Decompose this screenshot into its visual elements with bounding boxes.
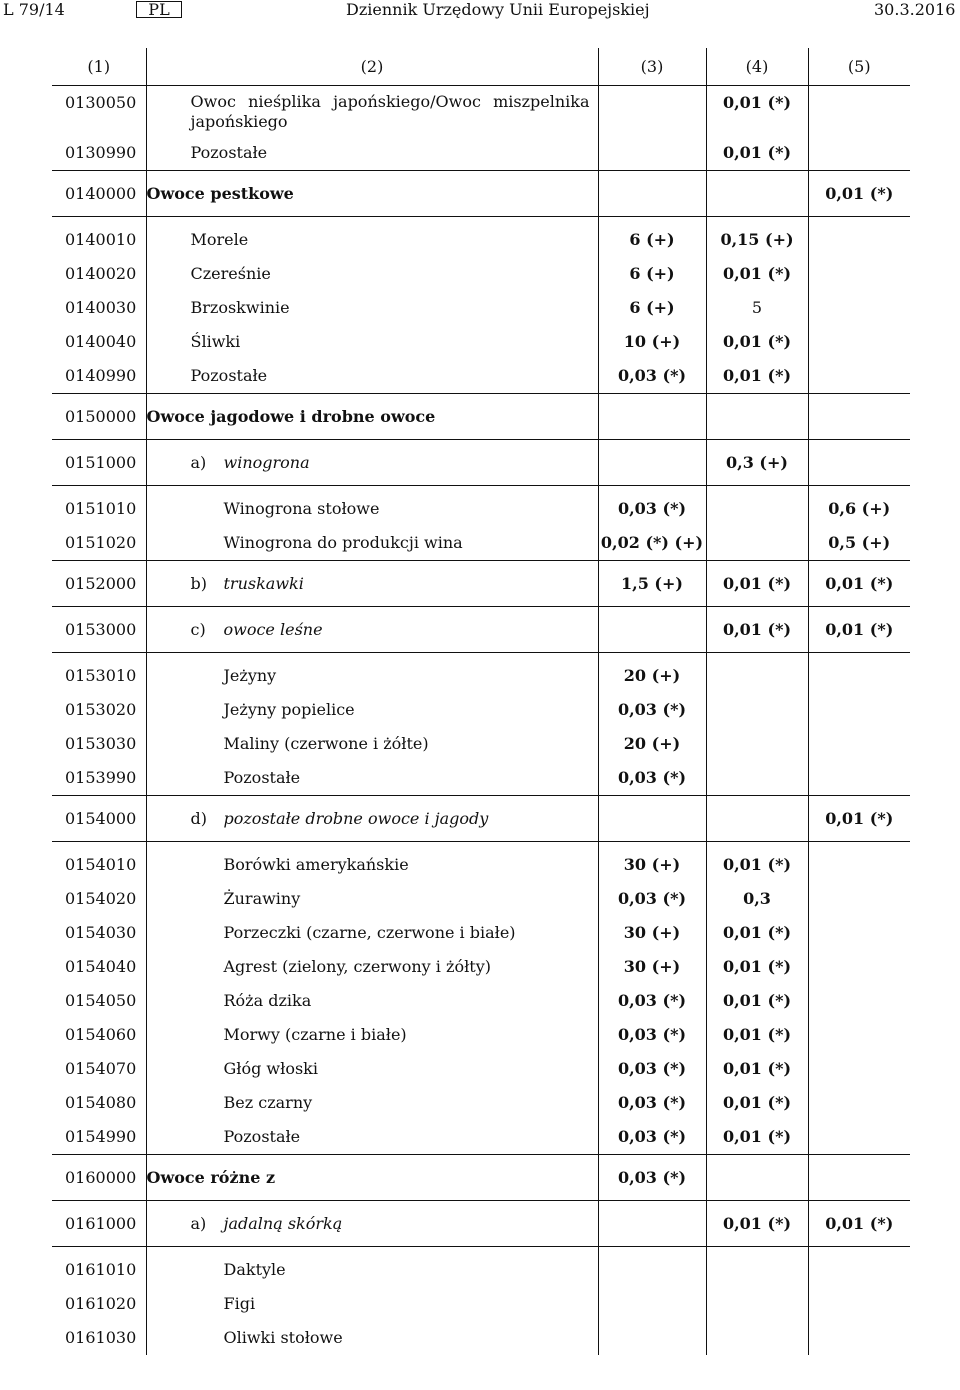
value-col3: 6 (+) (598, 217, 706, 258)
value-col3: 6 (+) (598, 257, 706, 291)
product-code: 0152000 (52, 561, 146, 607)
value-col5 (808, 1086, 910, 1120)
product-name: Pozostałe (146, 761, 598, 796)
value-col4: 0,01 (*) (706, 325, 808, 359)
value-col4 (706, 693, 808, 727)
value-col4: 0,15 (+) (706, 217, 808, 258)
value-col5 (808, 86, 910, 137)
table-row (52, 727, 910, 761)
product-name: Jeżyny (146, 653, 598, 694)
product-code: 0130990 (65, 143, 137, 162)
value-col5 (808, 440, 910, 486)
product-name: Pozostałe (146, 1120, 598, 1155)
value-col3: 0,03 (*) (598, 882, 706, 916)
value-col4: 0,01 (*) (706, 607, 808, 653)
value-col5 (808, 984, 910, 1018)
product-code: 0151010 (65, 499, 137, 518)
value-col3 (598, 607, 706, 653)
value-col4: 0,01 (*) (706, 950, 808, 984)
product-code: 0151020 (65, 533, 137, 552)
value-col3: 0,03 (*) (598, 486, 706, 527)
table-row (52, 359, 910, 394)
product-code: 0140010 (65, 230, 137, 249)
value-col3: 0,03 (*) (598, 1155, 706, 1201)
product-code: 0160000 (52, 1155, 146, 1201)
product-code: 0153010 (65, 666, 137, 685)
product-code: 0154990 (65, 1127, 137, 1146)
product-name: Agrest (zielony, czerwony i żółty) (146, 950, 598, 984)
value-col5: 0,01 (*) (808, 1201, 910, 1247)
value-col5 (808, 394, 910, 440)
value-col5 (808, 1247, 910, 1288)
subsection-title: a) winogrona (146, 440, 598, 486)
table-row (52, 842, 910, 883)
subsection-row (52, 561, 910, 607)
value-col5 (808, 217, 910, 258)
value-col5 (808, 1321, 910, 1355)
product-code: 0161010 (65, 1260, 137, 1279)
product-name: Winogrona do produkcji wina (146, 526, 598, 561)
value-col4 (706, 486, 808, 527)
value-col3: 1,5 (+) (598, 561, 706, 607)
value-col3 (598, 136, 706, 171)
product-name: Głóg włoski (146, 1052, 598, 1086)
product-code: 0140030 (65, 298, 137, 317)
table-row (52, 291, 910, 325)
value-col5 (808, 1052, 910, 1086)
language-badge: PL (136, 1, 182, 18)
product-name: Żurawiny (146, 882, 598, 916)
product-code: 0153030 (65, 734, 137, 753)
product-code: 0153020 (65, 700, 137, 719)
product-name: Pozostałe (146, 136, 598, 171)
value-col5 (808, 1155, 910, 1201)
column-header: (2) (146, 48, 598, 86)
product-name: Porzeczki (czarne, czerwone i białe) (146, 916, 598, 950)
table-row (52, 1287, 910, 1321)
table-row (52, 1321, 910, 1355)
residue-limits-table (52, 48, 910, 1355)
value-col5: 0,01 (*) (808, 607, 910, 653)
subsection-title: d) pozostałe drobne owoce i jagody (146, 796, 598, 842)
table-row (52, 1120, 910, 1155)
table-row (52, 526, 910, 561)
value-col4 (706, 1287, 808, 1321)
product-name: Morwy (czarne i białe) (146, 1018, 598, 1052)
value-col4: 0,01 (*) (706, 842, 808, 883)
value-col5 (808, 136, 910, 171)
product-name: Róża dzika (146, 984, 598, 1018)
product-code: 0140020 (65, 264, 137, 283)
product-name: Maliny (czerwone i żółte) (146, 727, 598, 761)
section-title: Owoce pestkowe (146, 171, 598, 217)
column-header: (1) (52, 48, 146, 86)
value-col3: 0,03 (*) (598, 984, 706, 1018)
table-row (52, 653, 910, 694)
product-name: Pozostałe (146, 359, 598, 394)
product-name: Bez czarny (146, 1086, 598, 1120)
subsection-title: b) truskawki (146, 561, 598, 607)
value-col3 (598, 1247, 706, 1288)
journal-title: Dziennik Urzędowy Unii Europejskiej (346, 0, 650, 19)
product-name: Daktyle (146, 1247, 598, 1288)
value-col5: 0,01 (*) (808, 171, 910, 217)
value-col3: 0,02 (*) (+) (598, 526, 706, 561)
section-title: Owoce różne z (146, 1155, 598, 1201)
product-name: Czereśnie (146, 257, 598, 291)
subsection-row (52, 1201, 910, 1247)
value-col4: 0,3 (+) (706, 440, 808, 486)
table-row (52, 761, 910, 796)
section-row (52, 1155, 910, 1201)
value-col3 (598, 1201, 706, 1247)
table-header-row (52, 48, 910, 86)
value-col4 (706, 171, 808, 217)
value-col5 (808, 257, 910, 291)
product-code: 0150000 (52, 394, 146, 440)
value-col3: 10 (+) (598, 325, 706, 359)
product-name: Owoc nieśplika japońskiego/Owoc miszpelnika japońskiego (146, 86, 598, 137)
value-col3 (598, 440, 706, 486)
value-col4: 0,01 (*) (706, 86, 808, 137)
value-col5 (808, 882, 910, 916)
product-code: 0154070 (65, 1059, 137, 1078)
table-row (52, 1247, 910, 1288)
value-col3 (598, 796, 706, 842)
product-name: Jeżyny popielice (146, 693, 598, 727)
value-col4 (706, 526, 808, 561)
product-name: Śliwki (146, 325, 598, 359)
product-code: 0161020 (65, 1294, 137, 1313)
subsection-row (52, 607, 910, 653)
product-code: 0153990 (65, 768, 137, 787)
product-code: 0154050 (65, 991, 137, 1010)
value-col4 (706, 1321, 808, 1355)
subsection-title: a) jadalną skórką (146, 1201, 598, 1247)
product-code: 0161000 (52, 1201, 146, 1247)
value-col4: 0,01 (*) (706, 257, 808, 291)
product-code: 0154030 (65, 923, 137, 942)
value-col4 (706, 1155, 808, 1201)
value-col5 (808, 727, 910, 761)
value-col4: 0,01 (*) (706, 136, 808, 171)
value-col4 (706, 1247, 808, 1288)
value-col3 (598, 394, 706, 440)
table-row (52, 325, 910, 359)
table-row (52, 882, 910, 916)
value-col3: 20 (+) (598, 727, 706, 761)
product-code: 0154080 (65, 1093, 137, 1112)
value-col3: 0,03 (*) (598, 1086, 706, 1120)
value-col4: 5 (706, 291, 808, 325)
value-col4 (706, 727, 808, 761)
column-header: (3) (598, 48, 706, 86)
product-code: 0140000 (52, 171, 146, 217)
table-row (52, 984, 910, 1018)
product-code: 0140990 (65, 366, 137, 385)
value-col3 (598, 1321, 706, 1355)
publication-date: 30.3.2016 (874, 0, 956, 19)
product-code: 0151000 (52, 440, 146, 486)
value-col3: 30 (+) (598, 916, 706, 950)
value-col5: 0,01 (*) (808, 796, 910, 842)
product-name: Borówki amerykańskie (146, 842, 598, 883)
value-col4: 0,01 (*) (706, 561, 808, 607)
value-col3: 0,03 (*) (598, 1120, 706, 1155)
value-col5 (808, 916, 910, 950)
value-col4: 0,01 (*) (706, 984, 808, 1018)
table-row (52, 136, 910, 171)
product-name: Winogrona stołowe (146, 486, 598, 527)
value-col4 (706, 796, 808, 842)
product-name: Morele (146, 217, 598, 258)
value-col5: 0,01 (*) (808, 561, 910, 607)
value-col5 (808, 842, 910, 883)
value-col3: 0,03 (*) (598, 1018, 706, 1052)
value-col3: 0,03 (*) (598, 761, 706, 796)
product-code: 0153000 (52, 607, 146, 653)
product-name: Oliwki stołowe (146, 1321, 598, 1355)
value-col5 (808, 761, 910, 796)
value-col4: 0,01 (*) (706, 1120, 808, 1155)
value-col5 (808, 1287, 910, 1321)
value-col5 (808, 653, 910, 694)
table-row (52, 1052, 910, 1086)
table-row (52, 486, 910, 527)
product-code: 0154040 (65, 957, 137, 976)
product-code: 0140040 (65, 332, 137, 351)
value-col4: 0,01 (*) (706, 1018, 808, 1052)
table-row (52, 86, 910, 137)
product-code: 0154060 (65, 1025, 137, 1044)
value-col4 (706, 394, 808, 440)
value-col3 (598, 171, 706, 217)
column-header: (5) (808, 48, 910, 86)
section-row (52, 171, 910, 217)
table-row (52, 217, 910, 258)
value-col4: 0,01 (*) (706, 916, 808, 950)
value-col3 (598, 86, 706, 137)
subsection-row (52, 796, 910, 842)
page-reference: L 79/14 (3, 0, 65, 19)
value-col5 (808, 325, 910, 359)
product-name: Brzoskwinie (146, 291, 598, 325)
value-col4: 0,3 (706, 882, 808, 916)
table-row (52, 693, 910, 727)
value-col5: 0,6 (+) (808, 486, 910, 527)
value-col5 (808, 950, 910, 984)
value-col5: 0,5 (+) (808, 526, 910, 561)
product-code: 0154020 (65, 889, 137, 908)
column-header: (4) (706, 48, 808, 86)
value-col3: 0,03 (*) (598, 1052, 706, 1086)
value-col4 (706, 761, 808, 796)
value-col4: 0,01 (*) (706, 359, 808, 394)
value-col4: 0,01 (*) (706, 1052, 808, 1086)
product-code: 0154010 (65, 855, 137, 874)
value-col3: 0,03 (*) (598, 693, 706, 727)
section-row (52, 394, 910, 440)
value-col4: 0,01 (*) (706, 1086, 808, 1120)
product-code: 0130050 (65, 93, 137, 112)
value-col3: 30 (+) (598, 950, 706, 984)
table-row (52, 257, 910, 291)
subsection-row (52, 440, 910, 486)
product-code: 0161030 (65, 1328, 137, 1347)
value-col5 (808, 291, 910, 325)
table-row (52, 950, 910, 984)
subsection-title: c) owoce leśne (146, 607, 598, 653)
value-col5 (808, 1120, 910, 1155)
value-col5 (808, 1018, 910, 1052)
value-col4: 0,01 (*) (706, 1201, 808, 1247)
page-header (0, 0, 960, 22)
table-row (52, 1086, 910, 1120)
product-name: Figi (146, 1287, 598, 1321)
value-col5 (808, 359, 910, 394)
product-code: 0154000 (52, 796, 146, 842)
value-col3: 30 (+) (598, 842, 706, 883)
value-col4 (706, 653, 808, 694)
value-col3 (598, 1287, 706, 1321)
section-title: Owoce jagodowe i drobne owoce (146, 394, 598, 440)
table-row (52, 916, 910, 950)
value-col3: 0,03 (*) (598, 359, 706, 394)
value-col3: 20 (+) (598, 653, 706, 694)
table-row (52, 1018, 910, 1052)
value-col5 (808, 693, 910, 727)
value-col3: 6 (+) (598, 291, 706, 325)
